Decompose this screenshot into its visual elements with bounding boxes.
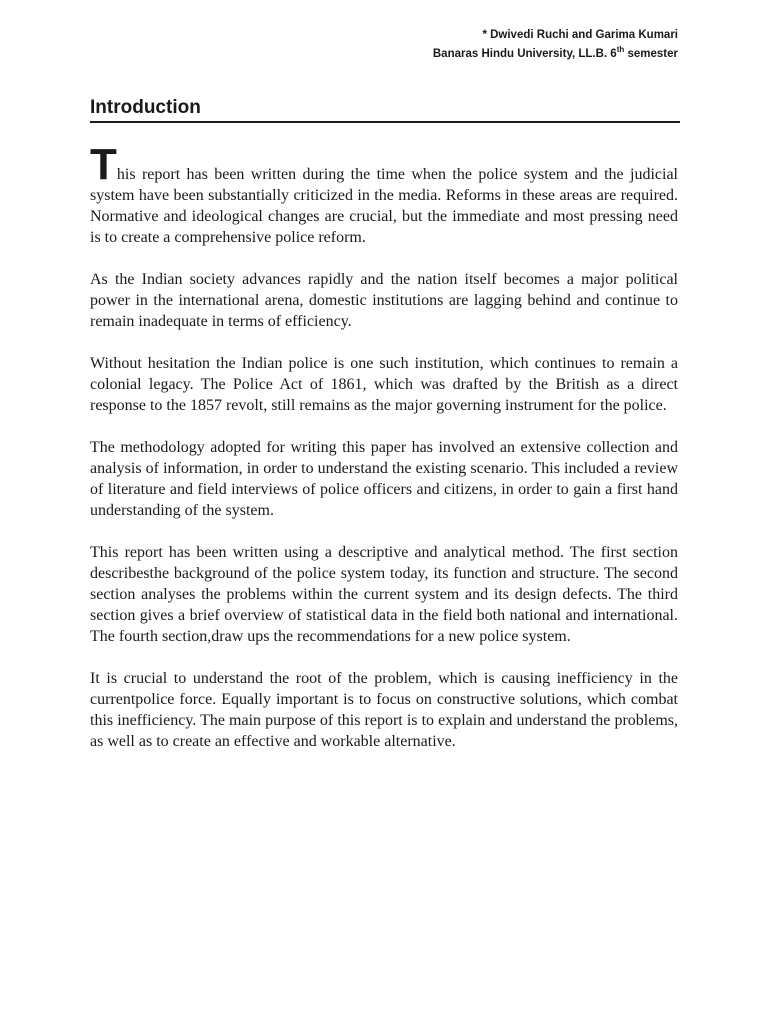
- paragraph-6: It is crucial to understand the root of the problem, which is causing inefficiency in the currentpolice force. Equally important is to focus on constructive solutions, which combat this inefficiency. The main purpose of this report is to explain and understand the problems, as well as to create an effective and workable alternative.: [90, 670, 678, 750]
- paragraph-1: [90, 140, 678, 248]
- paragraph-4: The methodology adopted for writing this paper has involved an extensive collection and analysis of information, in order to understand the existing scenario. This included a review of literature and field interviews of police officers and citizens, in order to gain a first hand understanding of the system.: [90, 439, 678, 519]
- author-header: [433, 26, 678, 64]
- affiliation-tail: semester: [624, 48, 678, 60]
- affiliation-superscript: th: [616, 45, 625, 55]
- author-affiliation: [433, 45, 678, 64]
- drop-cap: T: [90, 140, 117, 189]
- section-heading: [90, 97, 680, 123]
- affiliation-text: Banaras Hindu University, LL.B. 6: [432, 48, 617, 60]
- author-names: * Dwivedi Ruchi and Garima Kumari: [482, 29, 678, 41]
- paragraph-5: This report has been written using a descriptive and analytical method. The first section describesthe background of the police system today, its function and structure. The second section analyses the problems within the current system and its design defects. The third section gives a brief overview of statistical data in the field both national and international. The fourth section,draw ups the recommendations for a new police system.: [90, 544, 678, 645]
- section-title: Introduction: [90, 97, 201, 118]
- paragraph-2: As the Indian society advances rapidly and the nation itself becomes a major political power in the international arena, domestic institutions are lagging behind and continue to remain inadequate in terms of efficiency.: [90, 271, 678, 330]
- document-body: [90, 140, 678, 773]
- paragraph-1-text: his report has been written during the time when the police system and the judicial system have been substantially criticized in the media. Reforms in these areas are required. Normative and ideological changes are crucial, but the immediate and most pressing need is to create a comprehensive police reform.: [90, 166, 678, 246]
- paragraph-3: Without hesitation the Indian police is one such institution, which continues to remain a colonial legacy. The Police Act of 1861, which was drafted by the British as a direct response to the 1857 revolt, still remains as the major governing instrument for the police.: [90, 355, 678, 414]
